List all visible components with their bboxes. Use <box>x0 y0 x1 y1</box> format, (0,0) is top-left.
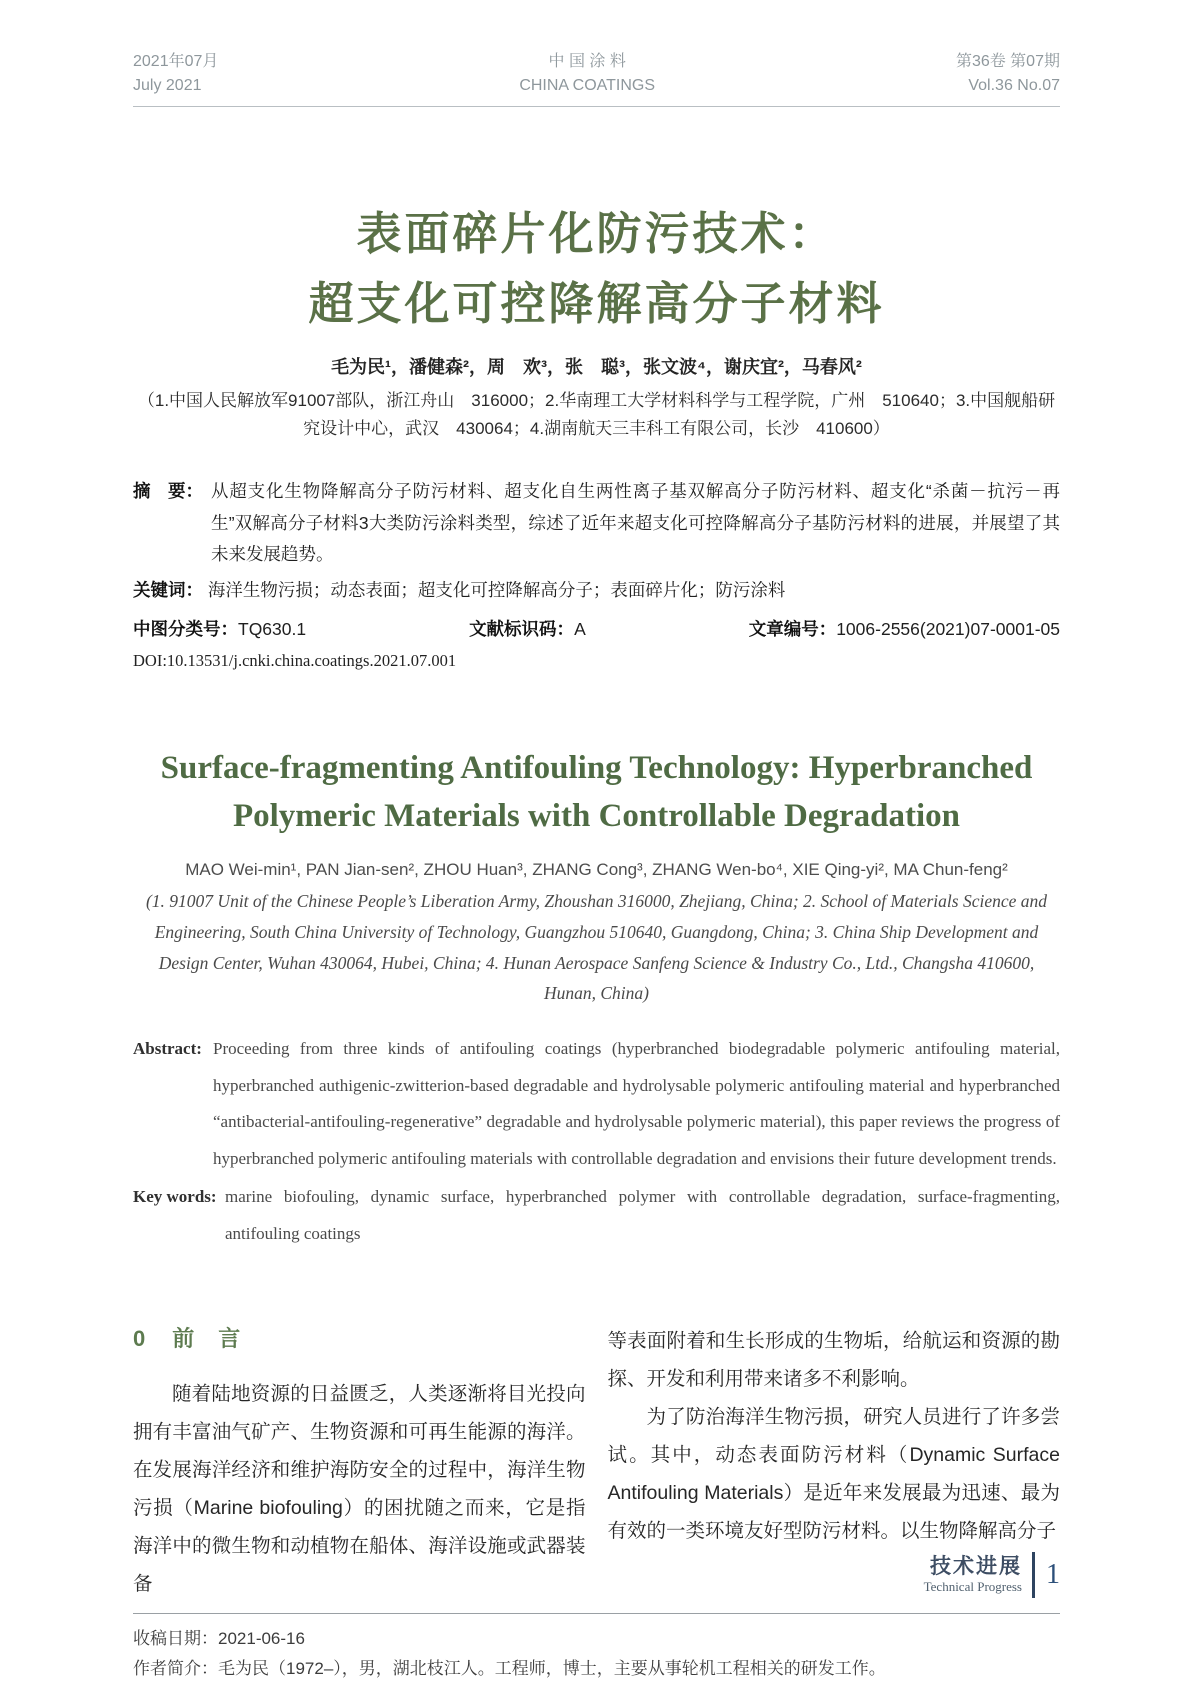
footnote-received-label: 收稿日期： <box>133 1629 218 1649</box>
affiliations-cn: （1.中国人民解放军91007部队，浙江舟山 316000；2.华南理工大学材料科学与工程学院，广州 510640；3.中国舰船研究设计中心，武汉 430064；4.湖南航天三丰科工有限公司，长沙 410600） <box>137 390 1056 439</box>
keywords-cn-text: 海洋生物污损；动态表面；超支化可控降解高分子；表面碎片化；防污涂料 <box>207 579 786 600</box>
footnote-received <box>133 1624 1060 1654</box>
page-content <box>0 50 1187 1684</box>
article-title-en-line2: Polymeric Materials with Controllable Degradation <box>232 797 961 834</box>
article-title-en-line1: Surface-fragmenting Antifouling Technology: Hyperbranched <box>160 749 1033 786</box>
page-footer <box>924 1552 1060 1598</box>
footer-section-en: Technical Progress <box>923 1578 1022 1594</box>
article-title-cn <box>133 199 1060 339</box>
authors-cn: 毛为民¹，潘健森²，周 欢³，张 聪³，张文波⁴，谢庆宜²，马春风² <box>331 356 862 377</box>
abstract-cn <box>133 476 1060 571</box>
body-paragraph-right-2: 为了防治海洋生物污损，研究人员进行了许多尝试。其中，动态表面防污材料（Dynamic Surface Antifouling Materials）是近年来发展最为迅速、最为有效的一类环境友好型防污材料。以生物降解高分子 <box>607 1406 1060 1543</box>
article-meta-row <box>133 616 1060 641</box>
footer-divider-bar <box>1032 1552 1035 1598</box>
document-code <box>469 616 586 641</box>
doi: DOI:10.13531/j.cnki.china.coatings.2021.07.001 <box>133 650 457 670</box>
page-number: 1 <box>1046 1559 1060 1590</box>
article-id <box>749 616 1060 641</box>
footer-section-name <box>924 1555 1022 1594</box>
section-number: 0 <box>133 1326 147 1352</box>
keywords-cn <box>133 577 1060 602</box>
footer-section-cn: 技术进展 <box>930 1555 1022 1579</box>
header-volume-cn: 第36卷 第07期 <box>955 53 1060 70</box>
abstract-en-text: Proceeding from three kinds of antifouling coatings (hyperbranched biodegradable polymeric antifouling material, hyperbranched authigenic-zwitterion-based degradable and hydrolysable polymeric antifouling material and hyperbranched “antibacterial-antifouling-regenerative” degradable and hydrolysable polymeric material), this paper reviews the progress of hyperbranched polymeric antifouling materials with controllable degradation and envisions their future development trends. <box>213 1038 1060 1168</box>
footnote-author-bio <box>133 1654 1060 1684</box>
abstract-cn-label: 摘 要： <box>133 481 203 502</box>
footnote <box>133 1613 1060 1684</box>
affiliations-en: (1. 91007 Unit of the Chinese People’s Liberation Army, Zhoushan 316000, Zhejiang, China; 2. School of Materials Science and Engineering, South China University of Technology, Guangzhou 510640, Guangdong, China; 3. China Ship Development and Design Center, Wuhan 430064, Hubei, China; 4. Hunan Aerospace Sanfeng Science & Industry Co., Ltd., Changsha 410600, Hunan, China) <box>145 891 1048 1004</box>
clc-label: 中图分类号： <box>133 618 238 639</box>
footnote-received-value: 2021-06-16 <box>218 1629 305 1649</box>
article-title-en <box>133 745 1060 841</box>
header-journal-name <box>519 50 655 98</box>
section-heading <box>133 1318 586 1361</box>
header-date-en: July 2021 <box>133 77 202 94</box>
article-id-label: 文章编号： <box>748 618 837 639</box>
body-column-left <box>133 1318 586 1603</box>
header-journal-en: CHINA COATINGS <box>519 77 656 94</box>
section-title: 前 言 <box>172 1326 242 1352</box>
header-volume <box>956 50 1060 98</box>
keywords-en-label: Key words: <box>133 1187 217 1207</box>
clc-value: TQ630.1 <box>238 618 307 639</box>
keywords-en <box>133 1179 1060 1252</box>
abstract-cn-text: 从超支化生物降解高分子防污材料、超支化自生两性离子基双解高分子防污材料、超支化“杀菌－抗污－再生”双解高分子材料3大类防污涂料类型，综述了近年来超支化可控降解高分子基防污材料的进展，并展望了其未来发展趋势。 <box>211 481 1060 565</box>
document-code-label: 文献标识码： <box>469 618 575 639</box>
abstract-en-label: Abstract: <box>133 1038 202 1058</box>
clc-number <box>133 616 306 641</box>
article-title-cn-line1: 表面碎片化防污技术： <box>356 208 837 259</box>
header-date <box>133 50 218 98</box>
keywords-cn-label: 关键词： <box>133 579 203 600</box>
article-title-cn-line2: 超支化可控降解高分子材料 <box>308 277 885 329</box>
journal-header <box>133 50 1060 107</box>
footnote-bio-text: 毛为民（1972–），男，湖北枝江人。工程师，博士，主要从事轮机工程相关的研发工作。 <box>218 1658 886 1678</box>
header-journal-cn: 中 国 涂 料 <box>548 53 626 70</box>
abstract-en <box>133 1031 1060 1177</box>
header-date-cn: 2021年07月 <box>133 53 219 70</box>
keywords-en-text: marine biofouling, dynamic surface, hyperbranched polymer with controllable degradation, surface-fragmenting, antifouling coatings <box>225 1187 1060 1243</box>
body-columns <box>133 1318 1060 1603</box>
body-paragraph-left: 随着陆地资源的日益匮乏，人类逐渐将目光投向拥有丰富油气矿产、生物资源和可再生能源的海洋。在发展海洋经济和维护海防安全的过程中，海洋生物污损（Marine biofouling）的困扰随之而来，它是指海洋中的微生物和动植物在船体、海洋设施或武器装备 <box>133 1383 586 1596</box>
article-id-value: 1006-2556(2021)07-0001-05 <box>836 618 1060 639</box>
header-volume-en: Vol.36 No.07 <box>968 77 1060 94</box>
authors-en: MAO Wei-min¹, PAN Jian-sen², ZHOU Huan³, ZHANG Cong³, ZHANG Wen-bo⁴, XIE Qing-yi², MA Chun-feng² <box>185 860 1008 880</box>
footnote-bio-label: 作者简介： <box>133 1658 218 1678</box>
journal-page <box>0 50 1187 1678</box>
document-code-value: A <box>574 618 586 639</box>
body-paragraph-right-1: 等表面附着和生长形成的生物垢，给航运和资源的勘探、开发和利用带来诸多不利影响。 <box>607 1330 1060 1391</box>
